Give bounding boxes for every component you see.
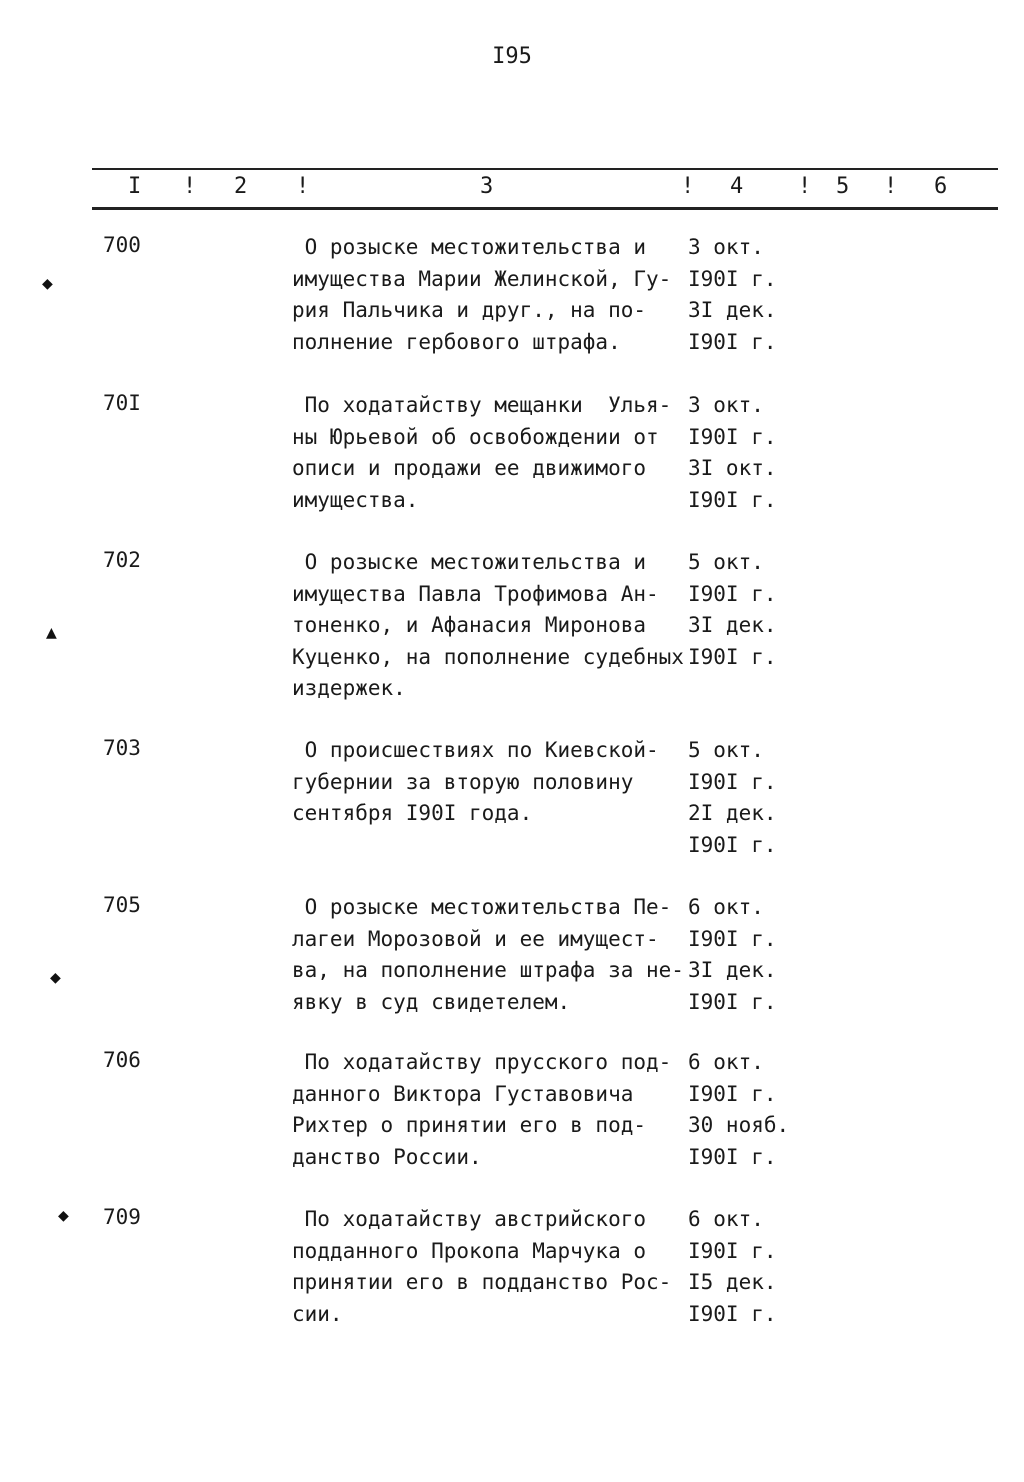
header-separator: ! <box>884 174 898 199</box>
header-col-1: I <box>128 174 142 199</box>
record-description: По ходатайству австрийского подданного Прокопа Марчука о принятии его в подданство Рос- сии. <box>292 1207 672 1326</box>
header-separator: ! <box>798 174 812 199</box>
page-number: I95 <box>492 44 532 69</box>
record-description: О происшествиях по Киевской- губернии за вторую половину сентября I90I года. <box>292 738 659 825</box>
record-number: 70I <box>103 391 141 415</box>
header-separator: ! <box>296 174 310 199</box>
header-col-5: 5 <box>836 174 850 199</box>
record-dates: 5 окт. I90I г. 2I дек. I90I г. <box>688 738 777 857</box>
record-number: 700 <box>103 233 141 257</box>
record-dates: 6 окт. I90I г. I5 дек. I90I г. <box>688 1207 777 1326</box>
record-number: 709 <box>103 1205 141 1229</box>
header-bottom-rule <box>92 207 998 210</box>
header-separator: ! <box>183 174 197 199</box>
record-description: О розыске местожительства Пе- лагеи Морозовой и ее имущест- ва, на пополнение штрафа за не- явку в суд свидетелем. <box>292 895 684 1014</box>
record-number: 705 <box>103 893 141 917</box>
header-col-6: 6 <box>934 174 948 199</box>
record-number: 703 <box>103 736 141 760</box>
header-separator: ! <box>681 174 695 199</box>
header-col-2: 2 <box>234 174 248 199</box>
record-dates: 3 окт. I90I г. 3I дек. I90I г. <box>688 235 777 354</box>
punch-hole-mark: ◆ <box>50 967 61 988</box>
punch-hole-mark: ◆ <box>42 273 53 294</box>
record-dates: 3 окт. I90I г. 3I окт. I90I г. <box>688 393 777 512</box>
punch-hole-mark: ▲ <box>46 622 57 643</box>
record-number: 702 <box>103 548 141 572</box>
header-top-rule <box>92 168 998 170</box>
record-description: По ходатайству мещанки Улья- ны Юрьевой об освобождении от описи и продажи ее движимого имущества. <box>292 393 672 512</box>
record-description: О розыске местожительства и имущества Павла Трофимова Ан- тоненко, и Афанасия Миронова Куценко, на пополнение судебных издержек. <box>292 550 684 700</box>
header-col-3: 3 <box>480 174 494 199</box>
record-dates: 5 окт. I90I г. 3I дек. I90I г. <box>688 550 777 669</box>
record-number: 706 <box>103 1048 141 1072</box>
record-dates: 6 окт. I90I г. 30 нояб. I90I г. <box>688 1050 790 1169</box>
record-dates: 6 окт. I90I г. 3I дек. I90I г. <box>688 895 777 1014</box>
record-description: О розыске местожительства и имущества Марии Желинской, Гу- рия Пальчика и друг., на по- полнение гербового штрафа. <box>292 235 672 354</box>
header-col-4: 4 <box>730 174 744 199</box>
punch-hole-mark: ◆ <box>58 1205 69 1226</box>
record-description: По ходатайству прусского под- данного Виктора Густавовича Рихтер о принятии его в под- данство России. <box>292 1050 672 1169</box>
